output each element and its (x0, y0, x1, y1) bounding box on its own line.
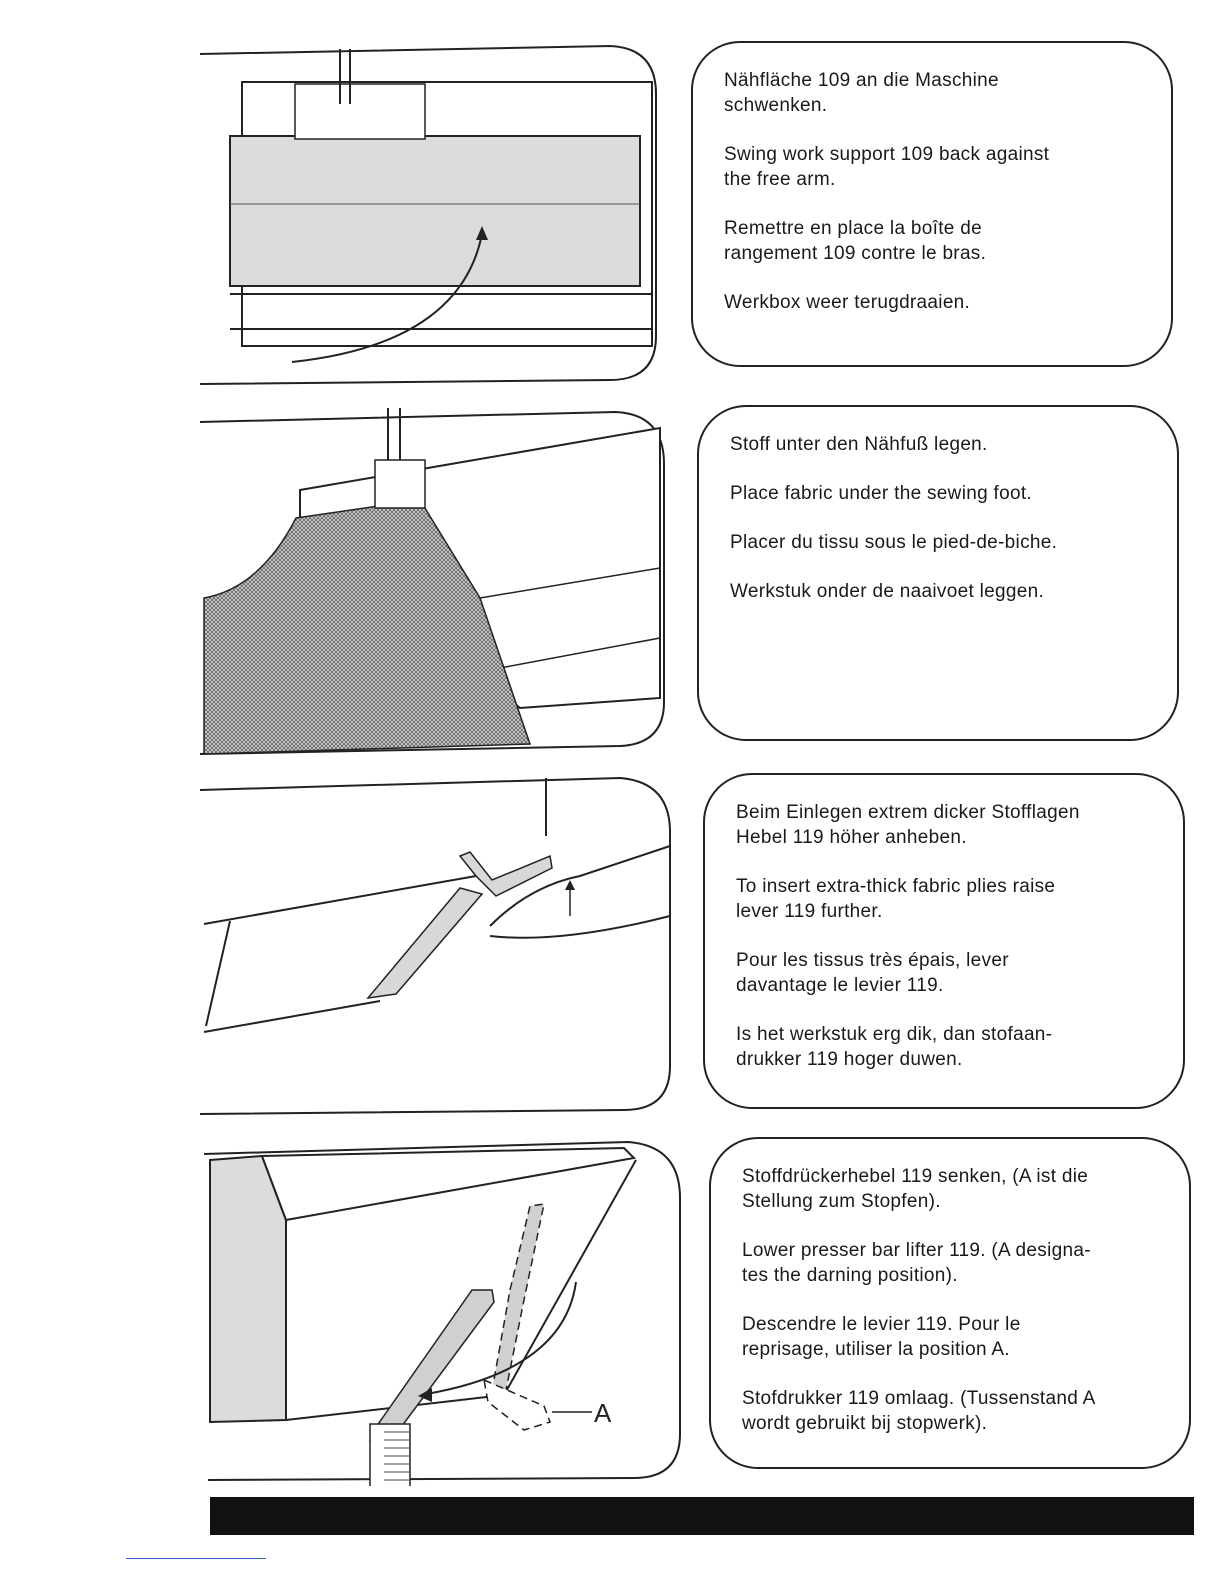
step4-illustration (204, 1140, 686, 1486)
step4-nl: Stofdrukker 119 omlaag. (Tussenstand A wordt gebruikt bij stopwerk). (742, 1388, 1096, 1434)
step4-text (708, 1136, 1194, 1472)
step3-en: To insert extra-thick fabric plies raise lever 119 further. (736, 876, 1056, 922)
step3-de: Beim Einlegen extrem dicker Stofflagen Hebel 119 höher anheben. (736, 802, 1080, 848)
step1-nl: Werkbox weer terugdraaien. (724, 292, 971, 313)
step4-fr: Descendre le levier 119. Pour le reprisage, utiliser la position A. (742, 1314, 1021, 1360)
step4-de: Stoffdrückerhebel 119 senken, (A ist die Stellung zum Stopfen). (742, 1166, 1089, 1212)
step4-en: Lower presser bar lifter 119. (A designa- tes the darning position). (742, 1240, 1091, 1286)
step2-en: Place fabric under the sewing foot. (730, 483, 1033, 504)
step3-illustration (200, 776, 676, 1118)
bottom-underline (126, 1558, 266, 1559)
step1-fr: Remettre en place la boîte de rangement 109 contre le bras. (724, 218, 987, 264)
step1-en: Swing work support 109 back against the free arm. (724, 144, 1050, 190)
step1-de: Nähfläche 109 an die Maschine schwenken. (724, 70, 999, 116)
step1-illustration (200, 44, 662, 386)
step3-text (702, 772, 1188, 1112)
label-a: A (594, 1398, 612, 1428)
step2-illustration (200, 408, 670, 758)
bottom-black-bar (210, 1497, 1194, 1535)
step2-de: Stoff unter den Nähfuß legen. (730, 434, 988, 455)
step2-fr: Placer du tissu sous le pied-de-biche. (730, 532, 1058, 553)
step3-fr: Pour les tissus très épais, lever davantage le levier 119. (736, 950, 1009, 996)
step3-nl: Is het werkstuk erg dik, dan stofaan- drukker 119 hoger duwen. (736, 1024, 1053, 1070)
step2-nl: Werkstuk onder de naaivoet leggen. (730, 581, 1045, 602)
step2-text (696, 404, 1182, 744)
step1-text (690, 40, 1176, 370)
